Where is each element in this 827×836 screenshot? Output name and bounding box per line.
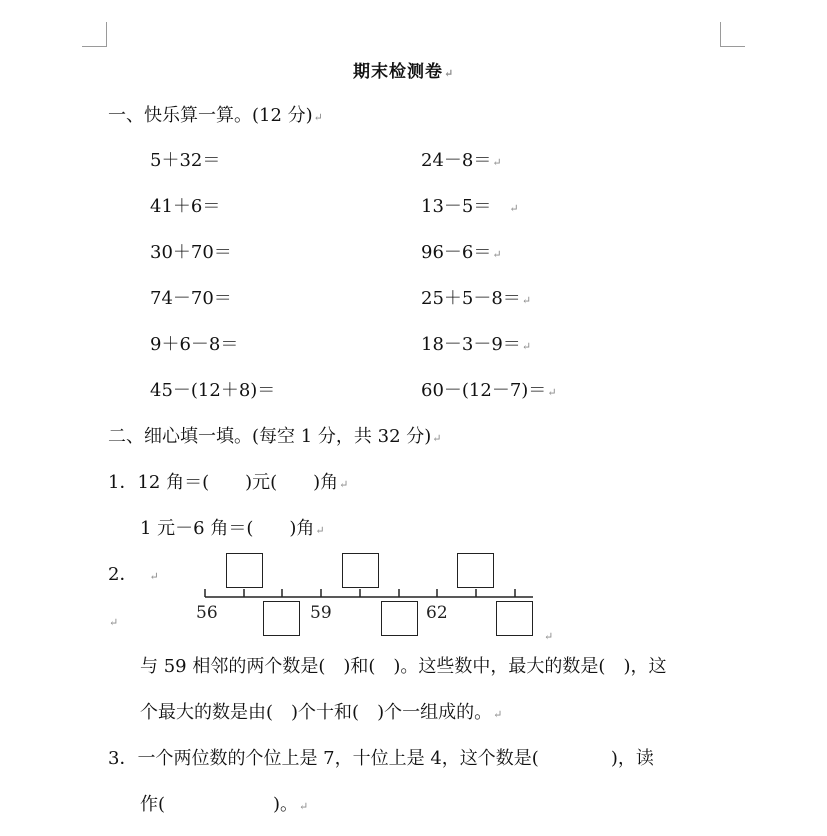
question-2-text-line-1: 与 59 相邻的两个数是( )和( )。这些数中，最大的数是( )，这 <box>140 656 667 677</box>
calc-left-3: 30＋70＝ <box>150 242 232 263</box>
answer-box-upper-2[interactable] <box>342 553 379 588</box>
number-line-label-56: 56 <box>196 603 218 623</box>
paragraph-mark-icon: ↵ <box>109 616 119 629</box>
question-2-number-text: 2． <box>108 564 138 585</box>
paragraph-mark-icon: ↵ <box>521 294 532 307</box>
paragraph-mark-icon: ↵ <box>544 630 554 643</box>
section2-heading-text: 二、细心填一填。(每空 1 分，共 32 分) <box>108 426 432 447</box>
answer-box-upper-3[interactable] <box>457 553 494 588</box>
answer-box-upper-1[interactable] <box>226 553 263 588</box>
answer-box-lower-1[interactable] <box>263 601 300 636</box>
question-1-line-2-text: 1 元－6 角＝( )角 <box>140 518 315 539</box>
paragraph-mark-icon: ↵ <box>493 708 503 721</box>
calc-right-2-text: 13－5＝ <box>421 196 492 217</box>
question-2-text-line-2-text: 个最大的数是由( )个十和( )个一组成的。 <box>140 702 493 723</box>
question-3-line-2-text: 作( )。 <box>140 794 299 815</box>
question-2-text-line-2 <box>140 702 502 726</box>
answer-box-lower-2[interactable] <box>381 601 418 636</box>
calc-left-1: 5＋32＝ <box>150 150 221 171</box>
paragraph-mark-icon: ↵ <box>339 478 349 491</box>
doc-title-text: 期末检测卷 <box>353 62 443 82</box>
calc-right-4-text: 25＋5－8＝ <box>421 288 521 309</box>
paragraph-mark-icon: ↵ <box>315 524 325 537</box>
paragraph-mark-icon: ↵ <box>492 248 502 261</box>
paragraph-mark-icon: ↵ <box>313 111 323 124</box>
paragraph-mark-icon: ↵ <box>492 156 502 169</box>
number-line-label-62: 62 <box>426 603 448 623</box>
question-3-line-1: 3．一个两位数的个位上是 7，十位上是 4，这个数是( )，读 <box>108 748 654 769</box>
answer-box-lower-3[interactable] <box>496 601 533 636</box>
paragraph-mark-icon: ↵ <box>149 570 159 583</box>
calc-right-3-text: 96－6＝ <box>421 242 492 263</box>
calc-right-6-text: 60－(12－7)＝ <box>421 380 547 401</box>
paragraph-mark-icon: ↵ <box>521 340 532 353</box>
paragraph-mark-icon: ↵ <box>299 800 309 813</box>
calc-left-2: 41＋6＝ <box>150 196 221 217</box>
paragraph-mark-icon: ↵ <box>444 67 455 80</box>
paragraph-mark-icon: ↵ <box>547 386 557 399</box>
question-3-line-2 <box>140 794 308 818</box>
calc-right-1-text: 24－8＝ <box>421 150 492 171</box>
number-line-label-59: 59 <box>310 603 332 623</box>
question-1-text: 1．12 角＝( )元( )角 <box>108 472 339 493</box>
paragraph-mark-icon: ↵ <box>509 202 519 215</box>
calc-left-4: 74－70＝ <box>150 288 232 309</box>
paragraph-mark-icon: ↵ <box>432 432 442 445</box>
calc-left-6: 45－(12＋8)＝ <box>150 380 276 401</box>
calc-right-5-text: 18－3－9＝ <box>421 334 521 355</box>
section1-heading-text: 一、快乐算一算。(12 分) <box>108 105 313 126</box>
calc-left-5: 9＋6－8＝ <box>150 334 239 355</box>
